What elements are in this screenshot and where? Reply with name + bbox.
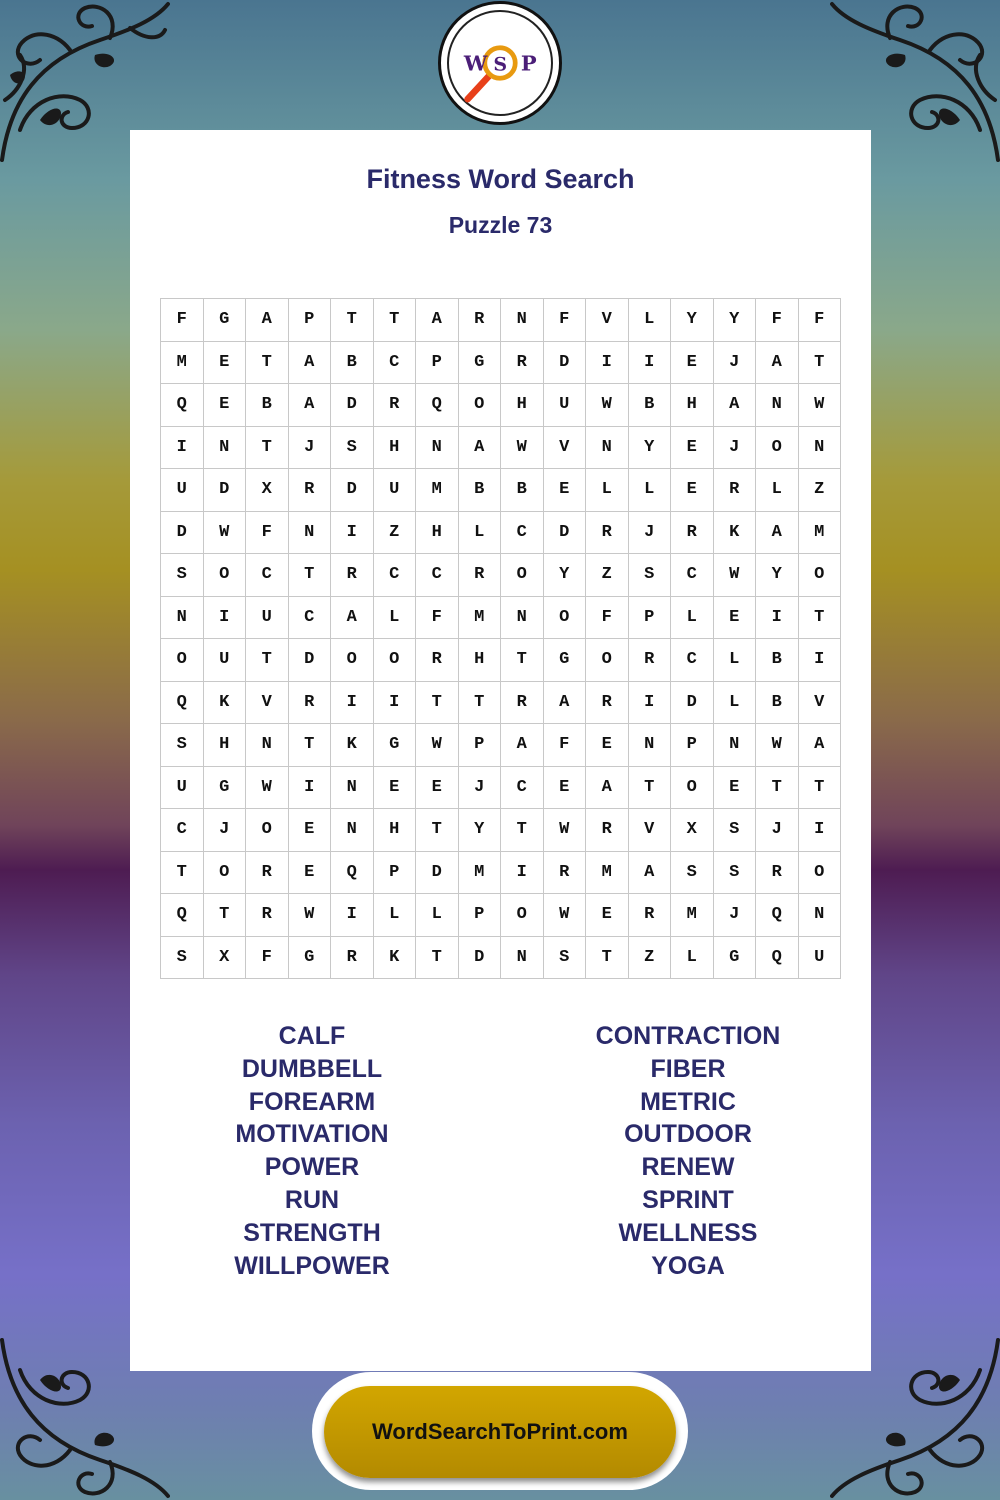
grid-cell[interactable]: O bbox=[799, 852, 842, 895]
grid-cell[interactable]: O bbox=[756, 427, 799, 470]
grid-cell[interactable]: A bbox=[756, 512, 799, 555]
grid-cell[interactable]: A bbox=[714, 384, 757, 427]
grid-cell[interactable]: T bbox=[289, 554, 332, 597]
grid-cell[interactable]: E bbox=[586, 894, 629, 937]
grid-cell[interactable]: W bbox=[416, 724, 459, 767]
grid-cell[interactable]: D bbox=[544, 342, 587, 385]
grid-cell[interactable]: D bbox=[416, 852, 459, 895]
grid-cell[interactable]: C bbox=[671, 554, 714, 597]
grid-cell[interactable]: B bbox=[501, 469, 544, 512]
grid-cell[interactable]: T bbox=[501, 639, 544, 682]
grid-cell[interactable]: Z bbox=[586, 554, 629, 597]
grid-cell[interactable]: Y bbox=[756, 554, 799, 597]
grid-cell[interactable]: E bbox=[671, 342, 714, 385]
grid-cell[interactable]: N bbox=[629, 724, 672, 767]
grid-cell[interactable]: Y bbox=[629, 427, 672, 470]
grid-cell[interactable]: N bbox=[756, 384, 799, 427]
grid-cell[interactable]: E bbox=[204, 342, 247, 385]
word-item: SPRINT bbox=[642, 1185, 734, 1214]
grid-cell[interactable]: W bbox=[756, 724, 799, 767]
grid-cell[interactable]: Q bbox=[756, 894, 799, 937]
grid-cell[interactable]: H bbox=[416, 512, 459, 555]
grid-cell[interactable]: J bbox=[714, 894, 757, 937]
grid-cell[interactable]: A bbox=[629, 852, 672, 895]
grid-cell[interactable]: G bbox=[714, 937, 757, 980]
grid-cell[interactable]: J bbox=[289, 427, 332, 470]
grid-cell[interactable]: C bbox=[246, 554, 289, 597]
grid-cell[interactable]: E bbox=[204, 384, 247, 427]
grid-cell[interactable]: N bbox=[204, 427, 247, 470]
grid-cell[interactable]: E bbox=[671, 427, 714, 470]
grid-cell[interactable]: W bbox=[544, 894, 587, 937]
grid-cell[interactable]: N bbox=[501, 299, 544, 342]
word-item: OUTDOOR bbox=[624, 1120, 752, 1149]
grid-cell[interactable]: R bbox=[331, 937, 374, 980]
grid-cell[interactable]: E bbox=[586, 724, 629, 767]
word-list-left bbox=[162, 1020, 462, 1282]
grid-cell[interactable]: W bbox=[289, 894, 332, 937]
grid-cell[interactable]: O bbox=[799, 554, 842, 597]
grid-cell[interactable]: F bbox=[161, 299, 204, 342]
grid-cell[interactable]: W bbox=[204, 512, 247, 555]
grid-cell[interactable]: E bbox=[374, 767, 417, 810]
grid-cell[interactable]: D bbox=[459, 937, 502, 980]
grid-cell[interactable]: A bbox=[501, 724, 544, 767]
grid-cell[interactable]: O bbox=[374, 639, 417, 682]
grid-cell[interactable]: F bbox=[544, 724, 587, 767]
grid-cell[interactable]: E bbox=[714, 597, 757, 640]
grid-cell[interactable]: V bbox=[544, 427, 587, 470]
puzzle-subtitle: Puzzle 73 bbox=[448, 212, 553, 238]
grid-cell[interactable]: M bbox=[799, 512, 842, 555]
grid-cell[interactable]: R bbox=[586, 512, 629, 555]
grid-cell[interactable]: L bbox=[374, 894, 417, 937]
word-item: FIBER bbox=[650, 1054, 726, 1083]
grid-cell[interactable]: O bbox=[331, 639, 374, 682]
grid-cell[interactable]: N bbox=[331, 767, 374, 810]
grid-cell[interactable]: A bbox=[289, 384, 332, 427]
grid-cell[interactable]: P bbox=[459, 724, 502, 767]
grid-cell[interactable]: T bbox=[161, 852, 204, 895]
grid-cell[interactable]: S bbox=[161, 724, 204, 767]
grid-cell[interactable]: K bbox=[374, 937, 417, 980]
grid-cell[interactable]: E bbox=[671, 469, 714, 512]
grid-cell[interactable]: U bbox=[161, 469, 204, 512]
grid-cell[interactable]: R bbox=[714, 469, 757, 512]
grid-cell[interactable]: H bbox=[374, 427, 417, 470]
grid-cell[interactable]: B bbox=[331, 342, 374, 385]
grid-cell[interactable]: G bbox=[374, 724, 417, 767]
grid-cell[interactable]: A bbox=[416, 299, 459, 342]
grid-cell[interactable]: L bbox=[714, 682, 757, 725]
grid-cell[interactable]: U bbox=[161, 767, 204, 810]
grid-cell[interactable]: T bbox=[799, 767, 842, 810]
grid-cell[interactable]: T bbox=[246, 342, 289, 385]
grid-cell[interactable]: G bbox=[204, 767, 247, 810]
grid-cell[interactable]: W bbox=[246, 767, 289, 810]
grid-cell[interactable]: S bbox=[629, 554, 672, 597]
grid-cell[interactable]: R bbox=[331, 554, 374, 597]
grid-cell[interactable]: T bbox=[629, 767, 672, 810]
grid-cell[interactable]: D bbox=[289, 639, 332, 682]
grid-cell[interactable]: L bbox=[671, 937, 714, 980]
word-item: CONTRACTION bbox=[595, 1022, 781, 1050]
grid-cell[interactable]: C bbox=[374, 342, 417, 385]
grid-cell[interactable]: M bbox=[459, 597, 502, 640]
word-list-right bbox=[538, 1020, 838, 1282]
grid-cell[interactable]: L bbox=[671, 597, 714, 640]
grid-cell[interactable]: E bbox=[416, 767, 459, 810]
grid-cell[interactable]: O bbox=[501, 554, 544, 597]
grid-cell[interactable]: T bbox=[374, 299, 417, 342]
grid-cell[interactable]: R bbox=[459, 554, 502, 597]
grid-cell[interactable]: J bbox=[459, 767, 502, 810]
grid-cell[interactable]: X bbox=[246, 469, 289, 512]
grid-cell[interactable]: U bbox=[246, 597, 289, 640]
grid-cell[interactable]: U bbox=[374, 469, 417, 512]
grid-cell[interactable]: F bbox=[544, 299, 587, 342]
grid-cell[interactable]: X bbox=[671, 809, 714, 852]
logo-letter-s: S bbox=[493, 53, 508, 76]
puzzle-title: Fitness Word Search bbox=[366, 164, 635, 194]
word-item: WELLNESS bbox=[618, 1218, 758, 1247]
grid-cell[interactable]: L bbox=[714, 639, 757, 682]
grid-cell[interactable]: R bbox=[416, 639, 459, 682]
grid-cell[interactable]: E bbox=[714, 767, 757, 810]
grid-cell[interactable]: G bbox=[289, 937, 332, 980]
grid-cell[interactable]: O bbox=[459, 384, 502, 427]
grid-cell[interactable]: F bbox=[246, 512, 289, 555]
grid-cell[interactable]: H bbox=[374, 809, 417, 852]
grid-cell[interactable]: S bbox=[161, 554, 204, 597]
grid-cell[interactable]: A bbox=[331, 597, 374, 640]
grid-cell[interactable]: J bbox=[204, 809, 247, 852]
word-item: STRENGTH bbox=[243, 1218, 381, 1247]
grid-cell[interactable]: A bbox=[459, 427, 502, 470]
grid-cell[interactable]: L bbox=[629, 469, 672, 512]
grid-cell[interactable]: A bbox=[289, 342, 332, 385]
grid-cell[interactable]: R bbox=[586, 682, 629, 725]
grid-cell[interactable]: R bbox=[289, 469, 332, 512]
grid-cell[interactable]: Y bbox=[714, 299, 757, 342]
grid-cell[interactable]: M bbox=[586, 852, 629, 895]
grid-cell[interactable]: A bbox=[544, 682, 587, 725]
grid-cell[interactable]: I bbox=[629, 682, 672, 725]
grid-cell[interactable]: O bbox=[544, 597, 587, 640]
word-item: METRIC bbox=[640, 1087, 736, 1116]
grid-cell[interactable]: B bbox=[629, 384, 672, 427]
grid-cell[interactable]: Y bbox=[671, 299, 714, 342]
grid-cell[interactable]: R bbox=[629, 639, 672, 682]
grid-cell[interactable]: R bbox=[544, 852, 587, 895]
grid-cell[interactable]: J bbox=[629, 512, 672, 555]
grid-cell[interactable]: N bbox=[501, 597, 544, 640]
grid-cell[interactable]: D bbox=[671, 682, 714, 725]
grid-cell[interactable]: A bbox=[756, 342, 799, 385]
grid-cell[interactable]: K bbox=[331, 724, 374, 767]
puzzle-panel bbox=[130, 130, 871, 1371]
grid-cell[interactable]: O bbox=[501, 894, 544, 937]
grid-cell[interactable]: S bbox=[544, 937, 587, 980]
grid-cell[interactable]: P bbox=[416, 342, 459, 385]
grid-cell[interactable]: S bbox=[714, 852, 757, 895]
grid-cell[interactable]: K bbox=[714, 512, 757, 555]
grid-cell[interactable]: M bbox=[459, 852, 502, 895]
grid-cell[interactable]: T bbox=[416, 809, 459, 852]
grid-cell[interactable]: N bbox=[331, 809, 374, 852]
grid-cell[interactable]: I bbox=[204, 597, 247, 640]
grid-cell[interactable]: N bbox=[416, 427, 459, 470]
grid-cell[interactable]: N bbox=[501, 937, 544, 980]
grid-cell[interactable]: R bbox=[586, 809, 629, 852]
grid-cell[interactable]: E bbox=[544, 469, 587, 512]
grid-cell[interactable]: J bbox=[714, 427, 757, 470]
grid-cell[interactable]: T bbox=[586, 937, 629, 980]
grid-cell[interactable]: L bbox=[459, 512, 502, 555]
logo-letter-p: P bbox=[520, 50, 537, 76]
grid-cell[interactable]: Z bbox=[629, 937, 672, 980]
grid-cell[interactable]: C bbox=[501, 767, 544, 810]
grid-cell[interactable]: Q bbox=[161, 894, 204, 937]
grid-cell[interactable]: R bbox=[501, 342, 544, 385]
grid-cell[interactable]: W bbox=[714, 554, 757, 597]
grid-cell[interactable]: Y bbox=[544, 554, 587, 597]
grid-cell[interactable]: T bbox=[459, 682, 502, 725]
word-item: RUN bbox=[284, 1185, 340, 1214]
grid-cell[interactable]: J bbox=[714, 342, 757, 385]
grid-cell[interactable]: N bbox=[161, 597, 204, 640]
grid-cell[interactable]: T bbox=[799, 342, 842, 385]
site-logo[interactable] bbox=[438, 1, 562, 125]
grid-cell[interactable]: D bbox=[544, 512, 587, 555]
magnifier-icon bbox=[441, 4, 559, 122]
grid-cell[interactable]: N bbox=[289, 512, 332, 555]
grid-cell[interactable]: G bbox=[459, 342, 502, 385]
grid-cell[interactable]: W bbox=[501, 427, 544, 470]
word-item: YOGA bbox=[651, 1251, 725, 1280]
grid-cell[interactable]: Q bbox=[331, 852, 374, 895]
grid-cell[interactable]: D bbox=[204, 469, 247, 512]
grid-cell[interactable]: P bbox=[671, 724, 714, 767]
grid-cell[interactable]: P bbox=[629, 597, 672, 640]
grid-cell[interactable]: B bbox=[246, 384, 289, 427]
word-item: MOTIVATION bbox=[235, 1120, 389, 1149]
grid-cell[interactable]: Z bbox=[374, 512, 417, 555]
grid-cell[interactable]: E bbox=[289, 852, 332, 895]
grid-cell[interactable]: S bbox=[331, 427, 374, 470]
grid-cell[interactable]: M bbox=[416, 469, 459, 512]
grid-cell[interactable]: H bbox=[671, 384, 714, 427]
grid-cell[interactable]: I bbox=[161, 427, 204, 470]
grid-cell[interactable]: I bbox=[799, 639, 842, 682]
grid-cell[interactable]: J bbox=[756, 809, 799, 852]
grid-cell[interactable]: N bbox=[799, 427, 842, 470]
grid-cell[interactable]: M bbox=[671, 894, 714, 937]
grid-cell[interactable]: N bbox=[586, 427, 629, 470]
grid-cell[interactable]: C bbox=[501, 512, 544, 555]
grid-cell[interactable]: O bbox=[204, 554, 247, 597]
grid-cell[interactable]: R bbox=[501, 682, 544, 725]
grid-cell[interactable]: C bbox=[671, 639, 714, 682]
grid-cell[interactable]: H bbox=[204, 724, 247, 767]
grid-cell[interactable]: L bbox=[374, 597, 417, 640]
grid-cell[interactable]: I bbox=[289, 767, 332, 810]
word-item: WILLPOWER bbox=[234, 1251, 390, 1280]
grid-cell[interactable]: V bbox=[629, 809, 672, 852]
grid-cell[interactable]: T bbox=[756, 767, 799, 810]
grid-cell[interactable]: R bbox=[629, 894, 672, 937]
grid-cell[interactable]: C bbox=[289, 597, 332, 640]
grid-cell[interactable]: T bbox=[289, 724, 332, 767]
grid-cell[interactable]: N bbox=[714, 724, 757, 767]
word-item: POWER bbox=[264, 1153, 360, 1182]
grid-cell[interactable]: M bbox=[161, 342, 204, 385]
grid-cell[interactable]: F bbox=[246, 937, 289, 980]
grid-cell[interactable]: T bbox=[204, 894, 247, 937]
grid-cell[interactable]: O bbox=[246, 809, 289, 852]
grid-cell[interactable]: E bbox=[544, 767, 587, 810]
grid-cell[interactable]: B bbox=[459, 469, 502, 512]
grid-cell[interactable]: G bbox=[204, 299, 247, 342]
grid-cell[interactable]: R bbox=[374, 384, 417, 427]
grid-cell[interactable]: L bbox=[756, 469, 799, 512]
grid-cell[interactable]: R bbox=[459, 299, 502, 342]
grid-cell[interactable]: F bbox=[416, 597, 459, 640]
grid-cell[interactable]: B bbox=[756, 682, 799, 725]
grid-cell[interactable]: I bbox=[374, 682, 417, 725]
grid-cell[interactable]: R bbox=[246, 852, 289, 895]
grid-cell[interactable]: I bbox=[331, 682, 374, 725]
grid-cell[interactable]: V bbox=[799, 682, 842, 725]
grid-cell[interactable]: D bbox=[331, 384, 374, 427]
grid-cell[interactable]: Q bbox=[161, 682, 204, 725]
grid-cell[interactable]: O bbox=[586, 639, 629, 682]
grid-cell[interactable]: R bbox=[289, 682, 332, 725]
grid-cell[interactable]: I bbox=[331, 894, 374, 937]
grid-cell[interactable]: H bbox=[501, 384, 544, 427]
grid-cell[interactable]: Y bbox=[459, 809, 502, 852]
grid-cell[interactable]: O bbox=[161, 639, 204, 682]
grid-cell[interactable]: C bbox=[416, 554, 459, 597]
grid-cell[interactable]: I bbox=[629, 342, 672, 385]
grid-cell[interactable]: B bbox=[756, 639, 799, 682]
grid-cell[interactable]: F bbox=[756, 299, 799, 342]
grid-cell[interactable]: L bbox=[586, 469, 629, 512]
grid-cell[interactable]: Q bbox=[161, 384, 204, 427]
word-item: FOREARM bbox=[248, 1087, 376, 1116]
grid-cell[interactable]: T bbox=[246, 427, 289, 470]
grid-cell[interactable]: A bbox=[799, 724, 842, 767]
grid-cell[interactable]: Z bbox=[799, 469, 842, 512]
grid-cell[interactable]: I bbox=[799, 809, 842, 852]
grid-cell[interactable]: U bbox=[799, 937, 842, 980]
grid-cell[interactable]: T bbox=[416, 937, 459, 980]
grid-cell[interactable]: U bbox=[204, 639, 247, 682]
letter-grid bbox=[160, 298, 841, 979]
footer-pill bbox=[312, 1372, 688, 1490]
grid-cell[interactable]: X bbox=[204, 937, 247, 980]
grid-cell[interactable]: T bbox=[246, 639, 289, 682]
grid-cell[interactable]: E bbox=[289, 809, 332, 852]
grid-cell[interactable]: D bbox=[161, 512, 204, 555]
grid-cell[interactable]: I bbox=[331, 512, 374, 555]
grid-cell[interactable]: Q bbox=[416, 384, 459, 427]
grid-cell[interactable]: N bbox=[246, 724, 289, 767]
logo-letter-w: W bbox=[463, 50, 488, 76]
site-link-button[interactable]: WordSearchToPrint.com bbox=[324, 1386, 676, 1478]
grid-cell[interactable]: P bbox=[459, 894, 502, 937]
grid-cell[interactable]: G bbox=[544, 639, 587, 682]
grid-cell[interactable]: I bbox=[501, 852, 544, 895]
grid-cell[interactable]: F bbox=[586, 597, 629, 640]
grid-cell[interactable]: A bbox=[246, 299, 289, 342]
grid-cell[interactable]: V bbox=[246, 682, 289, 725]
grid-cell[interactable]: C bbox=[374, 554, 417, 597]
word-item: RENEW bbox=[641, 1153, 735, 1182]
grid-cell[interactable]: R bbox=[756, 852, 799, 895]
grid-cell[interactable]: Q bbox=[756, 937, 799, 980]
grid-cell[interactable]: T bbox=[416, 682, 459, 725]
grid-cell[interactable]: T bbox=[501, 809, 544, 852]
grid-cell[interactable]: D bbox=[331, 469, 374, 512]
grid-cell[interactable]: W bbox=[799, 384, 842, 427]
grid-cell[interactable]: A bbox=[586, 767, 629, 810]
grid-cell[interactable]: C bbox=[161, 809, 204, 852]
grid-cell[interactable]: V bbox=[586, 299, 629, 342]
grid-cell[interactable]: I bbox=[756, 597, 799, 640]
grid-cell[interactable]: T bbox=[799, 597, 842, 640]
grid-cell[interactable]: P bbox=[289, 299, 332, 342]
grid-cell[interactable]: L bbox=[629, 299, 672, 342]
grid-cell[interactable]: W bbox=[544, 809, 587, 852]
grid-cell[interactable]: R bbox=[671, 512, 714, 555]
grid-cell[interactable]: I bbox=[586, 342, 629, 385]
grid-cell[interactable]: R bbox=[246, 894, 289, 937]
grid-cell[interactable]: N bbox=[799, 894, 842, 937]
grid-cell[interactable]: L bbox=[416, 894, 459, 937]
word-item: DUMBBELL bbox=[241, 1054, 383, 1083]
grid-cell[interactable]: H bbox=[459, 639, 502, 682]
grid-cell[interactable]: O bbox=[204, 852, 247, 895]
grid-cell[interactable]: S bbox=[161, 937, 204, 980]
grid-cell[interactable]: T bbox=[331, 299, 374, 342]
grid-cell[interactable]: W bbox=[586, 384, 629, 427]
grid-cell[interactable]: K bbox=[204, 682, 247, 725]
grid-cell[interactable]: S bbox=[714, 809, 757, 852]
word-item: CALF bbox=[278, 1022, 346, 1050]
grid-cell[interactable]: O bbox=[671, 767, 714, 810]
grid-cell[interactable]: P bbox=[374, 852, 417, 895]
grid-cell[interactable]: F bbox=[799, 299, 842, 342]
grid-cell[interactable]: S bbox=[671, 852, 714, 895]
grid-cell[interactable]: U bbox=[544, 384, 587, 427]
